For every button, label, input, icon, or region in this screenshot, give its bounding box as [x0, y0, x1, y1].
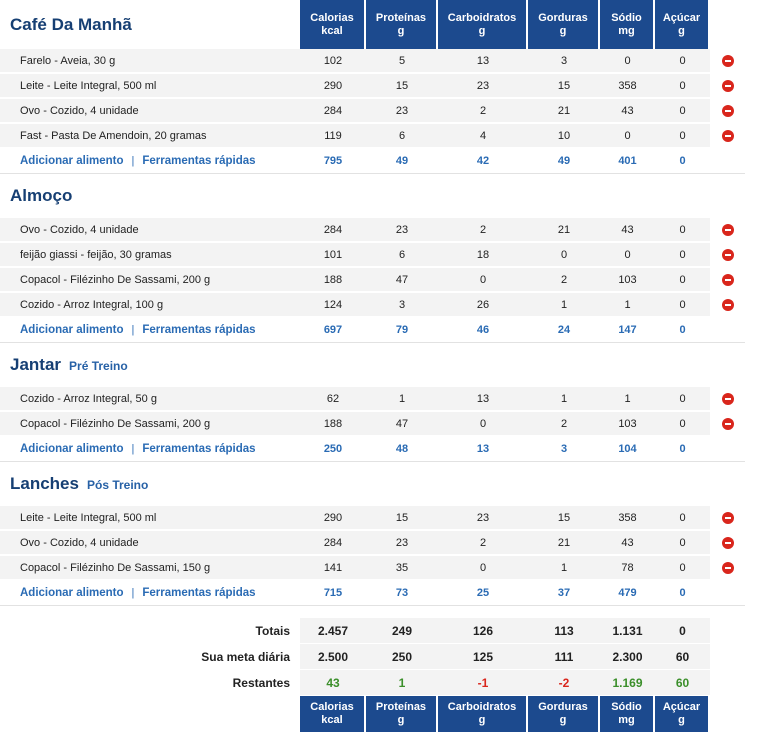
column-header-calories — [300, 0, 366, 49]
column-unit: mg — [618, 24, 635, 37]
food-sugar: 0 — [655, 243, 710, 268]
food-sodium: 1 — [600, 387, 655, 412]
meal-total-carbs: 46 — [438, 318, 528, 343]
food-fat: 21 — [528, 218, 600, 243]
meal-total-carbs: 13 — [438, 437, 528, 462]
footer-column-headers — [0, 696, 745, 732]
food-calories: 119 — [300, 124, 366, 149]
link-separator: | — [131, 155, 135, 167]
empty-cell — [600, 343, 655, 387]
meal-title-cell — [0, 174, 300, 218]
delete-icon[interactable] — [722, 105, 734, 117]
empty-cell — [366, 606, 438, 618]
summary-remaining-sugar: 60 — [655, 670, 710, 696]
add-food-link[interactable]: Adicionar alimento — [20, 587, 124, 599]
meal-total-fat: 24 — [528, 318, 600, 343]
food-name[interactable]: Ovo - Cozido, 4 unidade — [0, 99, 300, 124]
food-row[interactable] — [0, 412, 745, 437]
meal-title: Almoço — [10, 186, 73, 205]
food-fat: 15 — [528, 74, 600, 99]
summary-totals-row — [0, 618, 745, 644]
food-carbs: 13 — [438, 49, 528, 74]
column-unit: g — [678, 24, 685, 37]
food-protein: 23 — [366, 531, 438, 556]
food-protein: 35 — [366, 556, 438, 581]
food-carbs: 23 — [438, 74, 528, 99]
empty-cell — [710, 644, 745, 670]
delete-icon[interactable] — [722, 299, 734, 311]
meal-total-calories: 795 — [300, 149, 366, 174]
food-carbs: 2 — [438, 218, 528, 243]
meal-total-sodium: 147 — [600, 318, 655, 343]
summary-remaining-fat: -2 — [528, 670, 600, 696]
quick-tools-link[interactable]: Ferramentas rápidas — [142, 324, 256, 336]
food-row[interactable] — [0, 243, 745, 268]
empty-cell — [655, 606, 710, 618]
delete-cell — [710, 412, 745, 437]
delete-icon[interactable] — [722, 130, 734, 142]
food-carbs: 26 — [438, 293, 528, 318]
delete-icon[interactable] — [722, 562, 734, 574]
empty-cell — [710, 318, 745, 343]
empty-cell — [655, 462, 710, 506]
link-separator: | — [131, 443, 135, 455]
food-name[interactable]: Cozido - Arroz Integral, 100 g — [0, 293, 300, 318]
food-protein: 23 — [366, 99, 438, 124]
food-fat: 10 — [528, 124, 600, 149]
summary-remaining-sodium: 1.169 — [600, 670, 655, 696]
food-sodium: 103 — [600, 412, 655, 437]
empty-cell — [710, 462, 745, 506]
food-sugar: 0 — [655, 412, 710, 437]
summary-remaining-carbs: -1 — [438, 670, 528, 696]
food-fat: 21 — [528, 99, 600, 124]
column-unit: g — [478, 714, 486, 726]
meal-total-fat: 49 — [528, 149, 600, 174]
food-sodium: 0 — [600, 124, 655, 149]
food-row[interactable] — [0, 556, 745, 581]
meal-total-sugar: 0 — [655, 581, 710, 606]
food-name[interactable]: Copacol - Filézinho De Sassami, 150 g — [0, 556, 300, 581]
food-name[interactable]: feijão giassi - feijão, 30 gramas — [0, 243, 300, 268]
empty-cell — [710, 606, 745, 618]
food-sodium: 78 — [600, 556, 655, 581]
meal-links — [0, 437, 300, 462]
delete-icon[interactable] — [722, 274, 734, 286]
delete-cell — [710, 506, 745, 531]
empty-cell — [366, 174, 438, 218]
column-header-carbs — [438, 696, 528, 732]
meal-total-sugar: 0 — [655, 318, 710, 343]
delete-icon[interactable] — [722, 393, 734, 405]
empty-cell — [300, 174, 366, 218]
summary-remaining-protein: 1 — [366, 670, 438, 696]
food-calories: 188 — [300, 268, 366, 293]
food-protein: 5 — [366, 49, 438, 74]
meal-total-protein: 79 — [366, 318, 438, 343]
column-name: Proteínas — [375, 11, 427, 24]
empty-cell — [710, 618, 745, 644]
meal-title: Jantar — [10, 355, 62, 374]
delete-icon[interactable] — [722, 537, 734, 549]
food-fat: 2 — [528, 268, 600, 293]
food-name[interactable]: Fast - Pasta De Amendoin, 20 gramas — [0, 124, 300, 149]
delete-cell — [710, 243, 745, 268]
empty-cell — [438, 343, 528, 387]
food-sodium: 0 — [600, 49, 655, 74]
food-calories: 124 — [300, 293, 366, 318]
summary-totals-protein: 249 — [366, 618, 438, 644]
meal-links — [0, 581, 300, 606]
meal-header — [0, 0, 745, 49]
delete-icon[interactable] — [722, 418, 734, 430]
column-unit: g — [678, 714, 685, 726]
empty-cell — [438, 174, 528, 218]
food-carbs: 0 — [438, 412, 528, 437]
quick-tools-link[interactable]: Ferramentas rápidas — [142, 587, 256, 599]
column-name: Açúcar — [662, 11, 701, 24]
column-header-sugar — [655, 0, 710, 49]
header-spacer — [710, 696, 745, 732]
column-unit: kcal — [321, 714, 343, 726]
food-sugar: 0 — [655, 387, 710, 412]
meal-total-fat: 37 — [528, 581, 600, 606]
empty-cell — [710, 174, 745, 218]
column-unit: g — [397, 24, 405, 37]
food-sodium: 43 — [600, 218, 655, 243]
summary-label: Totais — [255, 624, 290, 638]
column-name: Carboidratos — [447, 11, 517, 24]
column-unit: kcal — [321, 24, 343, 37]
summary-totals-sodium: 1.131 — [600, 618, 655, 644]
food-sugar: 0 — [655, 49, 710, 74]
column-name: Gorduras — [538, 11, 588, 24]
meal-total-carbs: 42 — [438, 149, 528, 174]
column-unit: mg — [618, 714, 635, 726]
meal-total-sodium: 401 — [600, 149, 655, 174]
header-spacer — [710, 0, 745, 49]
link-separator: | — [131, 587, 135, 599]
delete-icon[interactable] — [722, 224, 734, 236]
column-header-sugar — [655, 696, 710, 732]
empty-cell — [655, 343, 710, 387]
meal-title-cell — [0, 343, 300, 387]
empty-cell — [710, 343, 745, 387]
summary-totals-calories: 2.457 — [300, 618, 366, 644]
delete-cell — [710, 387, 745, 412]
empty-cell — [366, 343, 438, 387]
column-unit: g — [478, 24, 486, 37]
add-food-link[interactable]: Adicionar alimento — [20, 155, 124, 167]
food-calories: 102 — [300, 49, 366, 74]
meal-title-cell — [0, 0, 300, 49]
food-fat: 2 — [528, 412, 600, 437]
delete-icon[interactable] — [722, 249, 734, 261]
column-header-carbs — [438, 0, 528, 49]
column-unit: g — [559, 24, 567, 37]
delete-cell — [710, 218, 745, 243]
food-fat: 0 — [528, 243, 600, 268]
food-protein: 15 — [366, 74, 438, 99]
food-protein: 23 — [366, 218, 438, 243]
food-calories: 141 — [300, 556, 366, 581]
meal-total-protein: 73 — [366, 581, 438, 606]
food-protein: 6 — [366, 124, 438, 149]
summary-goal-row — [0, 644, 745, 670]
food-carbs: 2 — [438, 99, 528, 124]
food-row[interactable] — [0, 268, 745, 293]
empty-cell — [655, 174, 710, 218]
meal-links — [0, 318, 300, 343]
column-header-protein — [366, 696, 438, 732]
delete-icon[interactable] — [722, 80, 734, 92]
food-sodium: 358 — [600, 506, 655, 531]
meal-subtitle: Pré Treino — [69, 359, 128, 373]
column-name: Calorias — [310, 11, 354, 24]
empty-cell — [710, 670, 745, 696]
food-carbs: 18 — [438, 243, 528, 268]
food-name[interactable]: Leite - Leite Integral, 500 ml — [0, 74, 300, 99]
food-protein: 47 — [366, 268, 438, 293]
delete-cell — [710, 99, 745, 124]
summary-goal-sugar: 60 — [655, 644, 710, 670]
meal-header — [0, 462, 745, 506]
food-sugar: 0 — [655, 124, 710, 149]
delete-cell — [710, 74, 745, 99]
meal-total-calories: 250 — [300, 437, 366, 462]
food-carbs: 0 — [438, 556, 528, 581]
meal-title-cell — [0, 462, 300, 506]
food-row[interactable] — [0, 506, 745, 531]
food-fat: 21 — [528, 531, 600, 556]
column-unit: g — [559, 714, 567, 726]
delete-icon[interactable] — [722, 512, 734, 524]
food-protein: 15 — [366, 506, 438, 531]
food-protein: 1 — [366, 387, 438, 412]
food-name[interactable]: Copacol - Filézinho De Sassami, 200 g — [0, 412, 300, 437]
summary-goal-carbs: 125 — [438, 644, 528, 670]
food-fat: 1 — [528, 293, 600, 318]
food-name[interactable]: Cozido - Arroz Integral, 50 g — [0, 387, 300, 412]
column-name: Proteínas — [375, 701, 427, 713]
food-carbs: 13 — [438, 387, 528, 412]
empty-cell — [710, 581, 745, 606]
delete-icon[interactable] — [722, 55, 734, 67]
food-sodium: 0 — [600, 243, 655, 268]
food-row[interactable] — [0, 293, 745, 318]
food-name[interactable]: Ovo - Cozido, 4 unidade — [0, 531, 300, 556]
meal-header — [0, 174, 745, 218]
food-sugar: 0 — [655, 293, 710, 318]
add-food-link[interactable]: Adicionar alimento — [20, 324, 124, 336]
column-header-fat — [528, 0, 600, 49]
food-name[interactable]: Ovo - Cozido, 4 unidade — [0, 218, 300, 243]
column-header-fat — [528, 696, 600, 732]
food-carbs: 2 — [438, 531, 528, 556]
food-sugar: 0 — [655, 74, 710, 99]
food-row[interactable] — [0, 74, 745, 99]
food-protein: 6 — [366, 243, 438, 268]
summary-totals-carbs: 126 — [438, 618, 528, 644]
delete-cell — [710, 556, 745, 581]
summary-label: Restantes — [232, 676, 290, 690]
empty-cell — [600, 174, 655, 218]
summary-totals-fat: 113 — [528, 618, 600, 644]
food-sugar: 0 — [655, 556, 710, 581]
quick-tools-link[interactable]: Ferramentas rápidas — [142, 443, 256, 455]
empty-cell — [438, 606, 528, 618]
column-name: Sódio — [611, 11, 642, 24]
food-fat: 15 — [528, 506, 600, 531]
empty-cell — [300, 462, 366, 506]
spacer-row — [0, 606, 745, 618]
food-sodium: 1 — [600, 293, 655, 318]
food-carbs: 23 — [438, 506, 528, 531]
food-calories: 290 — [300, 74, 366, 99]
food-calories: 62 — [300, 387, 366, 412]
empty-cell — [0, 606, 300, 618]
food-row[interactable] — [0, 99, 745, 124]
meal-links — [0, 149, 300, 174]
empty-cell — [528, 606, 600, 618]
meal-totals-row — [0, 581, 745, 606]
summary-remaining-row — [0, 670, 745, 696]
empty-cell — [438, 462, 528, 506]
summary-goal-calories: 2.500 — [300, 644, 366, 670]
add-food-link[interactable]: Adicionar alimento — [20, 443, 124, 455]
column-name: Calorias — [310, 701, 354, 713]
food-sugar: 0 — [655, 99, 710, 124]
empty-cell — [300, 606, 366, 618]
food-sodium: 43 — [600, 531, 655, 556]
food-calories: 284 — [300, 99, 366, 124]
meal-totals-row — [0, 318, 745, 343]
food-sodium: 103 — [600, 268, 655, 293]
column-header-protein — [366, 0, 438, 49]
meal-total-protein: 48 — [366, 437, 438, 462]
food-sodium: 43 — [600, 99, 655, 124]
food-calories: 188 — [300, 412, 366, 437]
food-calories: 284 — [300, 531, 366, 556]
food-name[interactable]: Leite - Leite Integral, 500 ml — [0, 506, 300, 531]
quick-tools-link[interactable]: Ferramentas rápidas — [142, 155, 256, 167]
food-sugar: 0 — [655, 506, 710, 531]
meal-header — [0, 343, 745, 387]
summary-totals-sugar: 0 — [655, 618, 710, 644]
meal-total-sodium: 479 — [600, 581, 655, 606]
food-sugar: 0 — [655, 218, 710, 243]
meal-total-sodium: 104 — [600, 437, 655, 462]
meal-totals-row — [0, 437, 745, 462]
food-row[interactable] — [0, 218, 745, 243]
empty-cell — [710, 437, 745, 462]
empty-cell — [710, 149, 745, 174]
column-header-sodium — [600, 0, 655, 49]
food-name[interactable]: Copacol - Filézinho De Sassami, 200 g — [0, 268, 300, 293]
meal-total-calories: 697 — [300, 318, 366, 343]
meal-total-sugar: 0 — [655, 437, 710, 462]
food-fat: 1 — [528, 387, 600, 412]
meal-total-sugar: 0 — [655, 149, 710, 174]
column-unit: g — [397, 714, 405, 726]
empty-cell — [600, 462, 655, 506]
food-name[interactable]: Farelo - Aveia, 30 g — [0, 49, 300, 74]
column-name: Sódio — [611, 701, 642, 713]
empty-cell — [528, 462, 600, 506]
food-protein: 3 — [366, 293, 438, 318]
link-separator: | — [131, 324, 135, 336]
column-header-calories — [300, 696, 366, 732]
food-row[interactable] — [0, 387, 745, 412]
delete-cell — [710, 124, 745, 149]
column-name: Açúcar — [662, 701, 701, 713]
summary-label: Sua meta diária — [201, 650, 290, 664]
meal-total-fat: 3 — [528, 437, 600, 462]
food-carbs: 4 — [438, 124, 528, 149]
column-header-sodium — [600, 696, 655, 732]
summary-remaining-calories: 43 — [300, 670, 366, 696]
empty-cell — [0, 696, 300, 732]
food-calories: 101 — [300, 243, 366, 268]
food-sugar: 0 — [655, 268, 710, 293]
empty-cell — [600, 606, 655, 618]
food-fat: 3 — [528, 49, 600, 74]
meal-total-carbs: 25 — [438, 581, 528, 606]
food-sodium: 358 — [600, 74, 655, 99]
delete-cell — [710, 293, 745, 318]
food-calories: 284 — [300, 218, 366, 243]
food-row[interactable] — [0, 531, 745, 556]
meal-total-protein: 49 — [366, 149, 438, 174]
food-protein: 47 — [366, 412, 438, 437]
food-row[interactable] — [0, 49, 745, 74]
empty-cell — [528, 174, 600, 218]
empty-cell — [300, 343, 366, 387]
summary-goal-fat: 111 — [528, 644, 600, 670]
food-calories: 290 — [300, 506, 366, 531]
empty-cell — [366, 462, 438, 506]
food-fat: 1 — [528, 556, 600, 581]
meal-totals-row — [0, 149, 745, 174]
delete-cell — [710, 49, 745, 74]
delete-cell — [710, 268, 745, 293]
food-carbs: 0 — [438, 268, 528, 293]
meal-title: Café Da Manhã — [10, 14, 132, 34]
food-sugar: 0 — [655, 531, 710, 556]
empty-cell — [528, 343, 600, 387]
food-row[interactable] — [0, 124, 745, 149]
meal-subtitle: Pós Treino — [86, 478, 149, 492]
meal-total-calories: 715 — [300, 581, 366, 606]
column-name: Carboidratos — [447, 701, 517, 713]
summary-goal-protein: 250 — [366, 644, 438, 670]
meal-title: Lanches — [10, 474, 79, 493]
summary-goal-sodium: 2.300 — [600, 644, 655, 670]
delete-cell — [710, 531, 745, 556]
column-name: Gorduras — [538, 701, 588, 713]
